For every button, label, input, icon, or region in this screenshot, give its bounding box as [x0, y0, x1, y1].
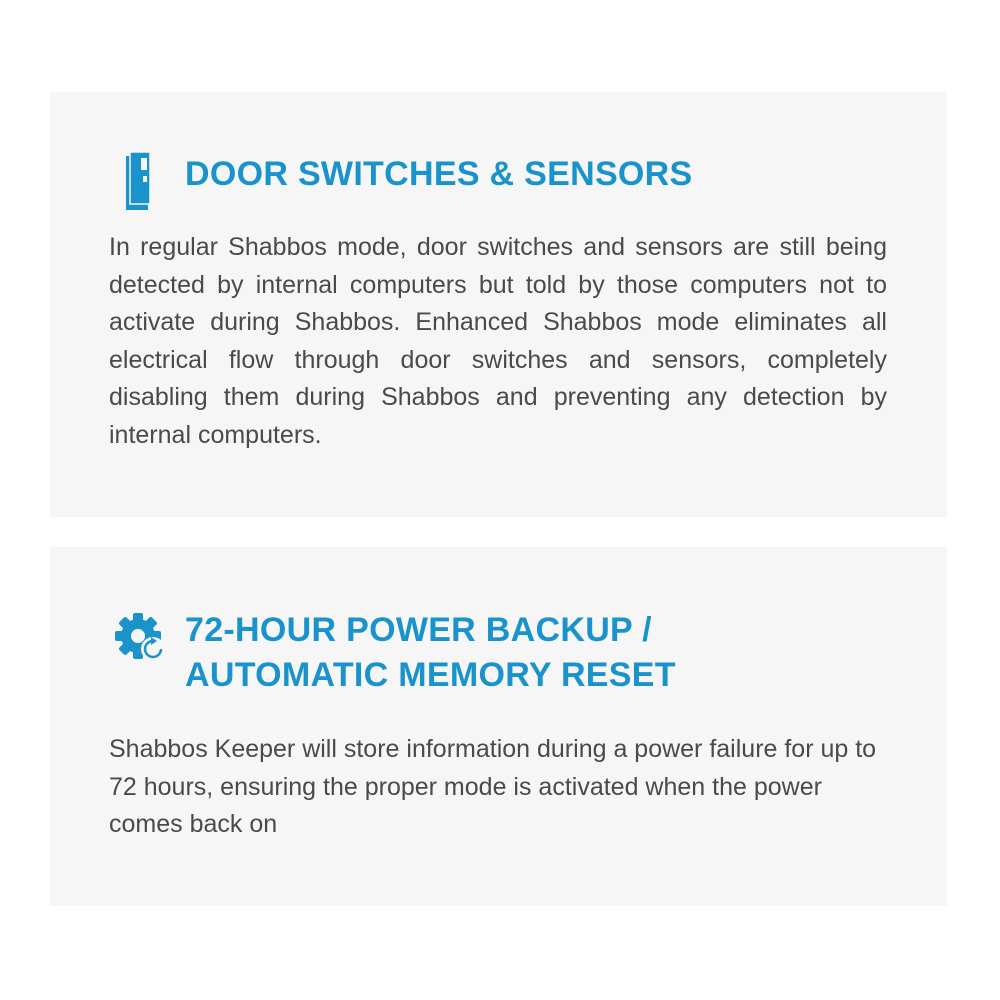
- feature-card-power-backup: [50, 547, 947, 906]
- section-body: In regular Shabbos mode, door switches and sensors are still being detected by internal computers but told by those computers not to activate during Shabbos. Enhanced Shabbos mode eliminates all electrical flow through door switches and sensors, completely disabling them during Shabbos and preventing any detection by internal computers.: [109, 233, 887, 449]
- section-heading-line: DOOR SWITCHES & SENSORS: [185, 155, 693, 193]
- door-icon: [126, 152, 152, 210]
- section-heading: [185, 152, 693, 197]
- feature-card-door-switches: [50, 92, 947, 517]
- section-body: Shabbos Keeper will store information during a power failure for up to 72 hours, ensuring the proper mode is activated when the power comes back on: [109, 735, 877, 838]
- section-heading-line: 72-HOUR POWER BACKUP /: [185, 611, 652, 649]
- gear-reset-icon: [113, 611, 167, 663]
- section-heading: [185, 608, 676, 698]
- section-heading-line: AUTOMATIC MEMORY RESET: [185, 656, 676, 694]
